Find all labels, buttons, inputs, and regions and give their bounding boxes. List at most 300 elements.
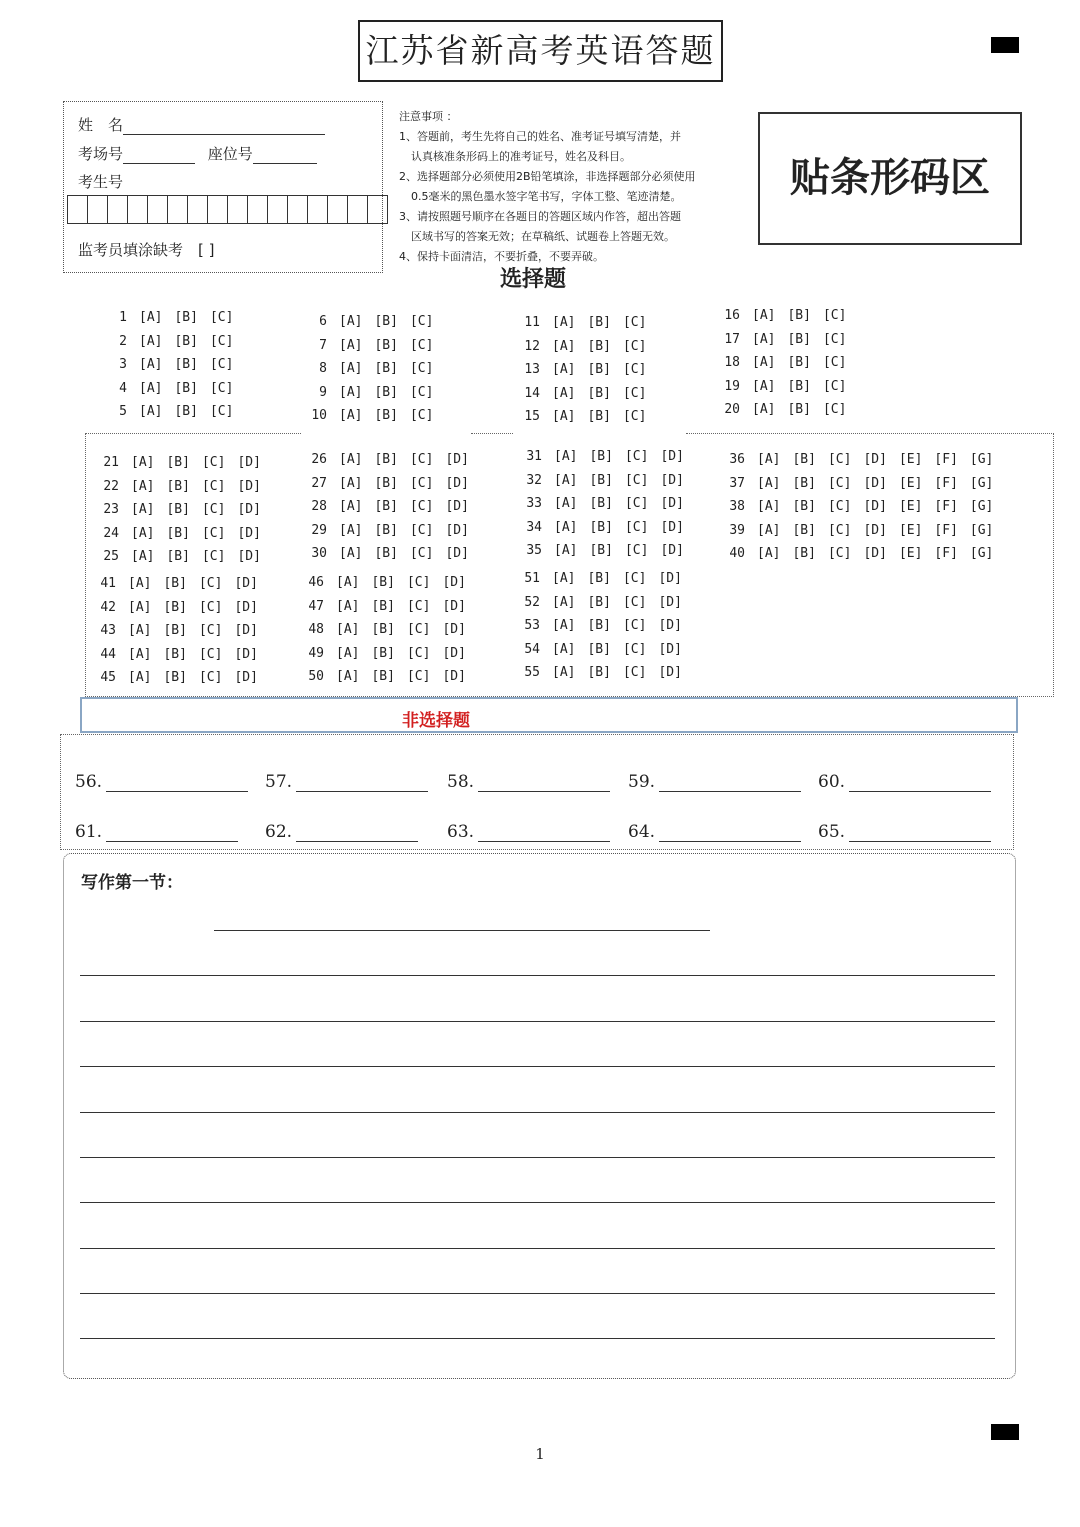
digit-box[interactable] [207, 195, 228, 224]
option-bubble[interactable]: [A] [552, 641, 576, 657]
option-bubble[interactable]: [B] [374, 522, 398, 538]
question-36 [723, 452, 1005, 467]
option-bubble[interactable]: [A] [131, 549, 155, 564]
id-label: 考生号 [78, 173, 124, 191]
option-bubble[interactable]: [E] [898, 452, 923, 467]
option-bubble[interactable]: [B] [589, 472, 613, 488]
option-bubble[interactable]: [B] [792, 475, 816, 491]
option-bubble[interactable]: [C] [406, 645, 431, 661]
blank-65[interactable] [818, 822, 991, 842]
option-bubble[interactable]: [B] [166, 455, 190, 470]
option-bubble[interactable]: [A] [128, 599, 152, 615]
option-bubble[interactable]: [A] [552, 409, 576, 424]
option-bubble[interactable]: [C] [622, 594, 647, 610]
option-bubble[interactable]: [D] [660, 449, 684, 464]
option-bubble[interactable]: [B] [787, 402, 811, 417]
option-bubble[interactable]: [A] [339, 314, 363, 329]
alignment-mark-bottom [991, 1424, 1019, 1440]
option-bubble[interactable]: [A] [757, 452, 781, 467]
option-bubble[interactable]: [A] [552, 315, 576, 330]
option-bubble[interactable]: [D] [658, 665, 682, 680]
blank-60[interactable] [818, 772, 991, 792]
option-bubble[interactable]: [B] [371, 669, 395, 684]
option-bubble[interactable]: [B] [374, 499, 398, 514]
option-bubble[interactable]: [A] [139, 380, 163, 396]
option-bubble[interactable]: [A] [139, 310, 163, 325]
digit-box[interactable] [367, 195, 388, 224]
note-line: 2、选择题部分必须使用2B铅笔填涂，非选择题部分必须使用 [399, 170, 696, 183]
option-bubble[interactable]: [D] [234, 670, 258, 685]
option-bubble[interactable]: [A] [552, 665, 576, 680]
option-bubble[interactable]: [B] [589, 496, 613, 511]
option-bubble[interactable]: [A] [552, 571, 576, 586]
digit-box[interactable] [307, 195, 328, 224]
writing-line[interactable] [80, 1248, 995, 1249]
option-bubble[interactable]: [C] [624, 472, 649, 488]
option-bubble[interactable]: [D] [442, 669, 466, 684]
question-number: 25 [103, 549, 119, 564]
option-bubble[interactable]: [A] [757, 546, 781, 561]
question-number: 1 [119, 310, 127, 325]
option-bubble[interactable]: [B] [787, 308, 811, 323]
option-bubble[interactable]: [D] [863, 499, 887, 514]
option-bubble[interactable]: [C] [409, 499, 434, 514]
option-bubble[interactable]: [C] [622, 315, 647, 330]
option-bubble[interactable]: [D] [660, 543, 684, 558]
option-bubble[interactable]: [D] [234, 646, 258, 662]
option-bubble[interactable]: [B] [163, 576, 187, 591]
option-bubble[interactable]: [C] [622, 385, 647, 401]
option-bubble[interactable]: [F] [934, 546, 958, 561]
option-bubble[interactable]: [B] [374, 337, 398, 353]
option-bubble[interactable]: [C] [198, 576, 223, 591]
option-bubble[interactable]: [B] [792, 522, 816, 538]
option-bubble[interactable]: [C] [624, 496, 649, 511]
option-bubble[interactable]: [A] [131, 455, 155, 470]
option-bubble[interactable]: [D] [442, 645, 466, 661]
blank-line[interactable] [106, 823, 238, 842]
blank-line[interactable] [296, 823, 418, 842]
room-field[interactable] [123, 147, 195, 164]
option-bubble[interactable]: [D] [442, 622, 466, 637]
option-bubble[interactable]: [B] [374, 452, 398, 467]
option-bubble[interactable]: [A] [131, 502, 155, 517]
option-bubble[interactable]: [C] [624, 519, 649, 535]
option-bubble[interactable]: [A] [128, 623, 152, 638]
option-bubble[interactable]: [D] [863, 475, 887, 491]
option-bubble[interactable]: [C] [622, 665, 647, 680]
blank-58[interactable] [447, 772, 610, 792]
digit-box[interactable] [247, 195, 268, 224]
option-bubble[interactable]: [B] [174, 380, 198, 396]
option-bubble[interactable]: [D] [658, 594, 682, 610]
option-bubble[interactable]: [A] [752, 355, 776, 370]
question-number: 8 [319, 361, 327, 376]
option-bubble[interactable]: [B] [589, 519, 613, 535]
name-label: 姓 名 [78, 116, 124, 134]
option-bubble[interactable]: [A] [139, 404, 163, 419]
blank-56[interactable] [75, 772, 248, 792]
option-bubble[interactable]: [C] [827, 475, 852, 491]
option-bubble[interactable]: [D] [658, 641, 682, 657]
blank-62[interactable] [265, 822, 418, 842]
option-bubble[interactable]: [C] [209, 310, 234, 325]
option-bubble[interactable]: [D] [237, 549, 261, 564]
option-bubble[interactable]: [C] [409, 452, 434, 467]
option-bubble[interactable]: [A] [128, 646, 152, 662]
option-bubble[interactable]: [B] [371, 622, 395, 637]
option-bubble[interactable]: [A] [339, 384, 363, 400]
option-bubble[interactable]: [B] [166, 502, 190, 517]
digit-box[interactable] [347, 195, 368, 224]
option-bubble[interactable]: [B] [374, 546, 398, 561]
writing-line[interactable] [80, 1112, 995, 1113]
option-bubble[interactable]: [D] [237, 525, 261, 541]
option-bubble[interactable]: [C] [622, 571, 647, 586]
blank-number: 58. [447, 772, 475, 792]
option-bubble[interactable]: [B] [371, 598, 395, 614]
question-54 [518, 642, 694, 657]
non-choice-header-bar [80, 697, 1018, 733]
question-number: 16 [724, 308, 740, 323]
option-bubble[interactable]: [D] [234, 623, 258, 638]
option-bubble[interactable]: [B] [589, 543, 613, 558]
option-bubble[interactable]: [C] [201, 502, 226, 517]
option-bubble[interactable]: [B] [587, 618, 611, 633]
option-bubble[interactable]: [C] [409, 384, 434, 400]
option-bubble[interactable]: [B] [587, 338, 611, 354]
option-bubble[interactable]: [A] [339, 408, 363, 423]
blank-line[interactable] [659, 773, 801, 792]
option-bubble[interactable]: [B] [787, 378, 811, 394]
option-bubble[interactable]: [A] [552, 338, 576, 354]
writing-line[interactable] [80, 975, 995, 976]
option-bubble[interactable]: [C] [406, 575, 431, 590]
option-bubble[interactable]: [C] [409, 361, 434, 376]
question-12 [518, 339, 658, 354]
writing-title-line[interactable] [214, 930, 710, 931]
option-bubble[interactable]: [C] [622, 362, 647, 377]
question-40 [723, 546, 1005, 561]
option-bubble[interactable]: [A] [339, 452, 363, 467]
option-bubble[interactable]: [G] [969, 546, 994, 561]
blank-61[interactable] [75, 822, 238, 842]
option-bubble[interactable]: [E] [898, 499, 923, 514]
option-bubble[interactable]: [C] [822, 378, 847, 394]
digit-box[interactable] [167, 195, 188, 224]
id-digit-boxes[interactable] [68, 195, 388, 224]
option-bubble[interactable]: [C] [622, 618, 647, 633]
option-bubble[interactable]: [A] [339, 475, 363, 491]
digit-box[interactable] [227, 195, 248, 224]
option-bubble[interactable]: [D] [863, 546, 887, 561]
option-bubble[interactable]: [A] [554, 496, 578, 511]
writing-line[interactable] [80, 1293, 995, 1294]
option-bubble[interactable]: [C] [822, 355, 847, 370]
option-bubble[interactable]: [C] [406, 598, 431, 614]
option-bubble[interactable]: [A] [554, 449, 578, 464]
blank-line[interactable] [849, 823, 991, 842]
option-bubble[interactable]: [B] [166, 549, 190, 564]
blank-57[interactable] [265, 772, 428, 792]
blank-63[interactable] [447, 822, 610, 842]
question-number: 49 [308, 645, 324, 661]
option-bubble[interactable]: [A] [757, 522, 781, 538]
option-bubble[interactable]: [D] [445, 452, 469, 467]
option-bubble[interactable]: [G] [969, 475, 994, 491]
blank-line[interactable] [849, 773, 991, 792]
option-bubble[interactable]: [B] [787, 331, 811, 347]
option-bubble[interactable]: [C] [406, 622, 431, 637]
blank-line[interactable] [296, 773, 428, 792]
option-bubble[interactable]: [A] [552, 594, 576, 610]
option-bubble[interactable]: [A] [336, 622, 360, 637]
digit-box[interactable] [87, 195, 108, 224]
option-bubble[interactable]: [B] [587, 641, 611, 657]
option-bubble[interactable]: [A] [336, 669, 360, 684]
writing-line[interactable] [80, 1157, 995, 1158]
option-bubble[interactable]: [A] [757, 475, 781, 491]
option-bubble[interactable]: [C] [409, 546, 434, 561]
option-bubble[interactable]: [D] [234, 576, 258, 591]
digit-box[interactable] [127, 195, 148, 224]
option-bubble[interactable]: [C] [827, 499, 852, 514]
option-bubble[interactable]: [D] [237, 478, 261, 494]
option-bubble[interactable]: [A] [554, 472, 578, 488]
option-bubble[interactable]: [B] [163, 646, 187, 662]
option-bubble[interactable]: [C] [624, 449, 649, 464]
option-bubble[interactable]: [B] [792, 546, 816, 561]
option-bubble[interactable]: [B] [589, 449, 613, 464]
digit-box[interactable] [187, 195, 208, 224]
question-35 [520, 543, 696, 558]
option-bubble[interactable]: [B] [374, 408, 398, 423]
option-bubble[interactable]: [A] [552, 618, 576, 633]
digit-box[interactable] [147, 195, 168, 224]
option-bubble[interactable]: [C] [622, 409, 647, 424]
option-bubble[interactable]: [A] [339, 337, 363, 353]
option-bubble[interactable]: [C] [198, 623, 223, 638]
option-bubble[interactable]: [B] [174, 404, 198, 419]
option-bubble[interactable]: [B] [587, 409, 611, 424]
question-number: 52 [524, 594, 540, 610]
option-bubble[interactable]: [D] [237, 455, 261, 470]
option-bubble[interactable]: [B] [374, 314, 398, 329]
absent-mark-label[interactable]: 监考员填涂缺考 [ ] [78, 241, 215, 259]
question-number: 30 [311, 546, 327, 561]
option-bubble[interactable]: [A] [552, 362, 576, 377]
option-bubble[interactable]: [D] [234, 599, 258, 615]
option-bubble[interactable]: [C] [198, 599, 223, 615]
option-bubble[interactable]: [C] [201, 455, 226, 470]
writing-line[interactable] [80, 1338, 995, 1339]
option-bubble[interactable]: [D] [445, 522, 469, 538]
option-bubble[interactable]: [F] [934, 499, 958, 514]
writing-line[interactable] [80, 1066, 995, 1067]
option-bubble[interactable]: [E] [898, 522, 923, 538]
option-bubble[interactable]: [C] [209, 333, 234, 349]
option-bubble[interactable]: [A] [339, 499, 363, 514]
option-bubble[interactable]: [C] [409, 408, 434, 423]
option-bubble[interactable]: [A] [336, 645, 360, 661]
question-41 [94, 576, 270, 591]
option-bubble[interactable]: [C] [827, 522, 852, 538]
option-bubble[interactable]: [B] [371, 645, 395, 661]
option-bubble[interactable]: [C] [409, 314, 434, 329]
option-bubble[interactable]: [A] [339, 361, 363, 376]
option-bubble[interactable]: [F] [934, 452, 958, 467]
option-bubble[interactable]: [C] [624, 543, 649, 558]
blank-line[interactable] [478, 773, 610, 792]
option-bubble[interactable]: [A] [752, 308, 776, 323]
option-bubble[interactable]: [E] [898, 546, 923, 561]
blank-59[interactable] [628, 772, 801, 792]
option-bubble[interactable]: [A] [552, 385, 576, 401]
option-bubble[interactable]: [D] [660, 496, 684, 511]
option-bubble[interactable]: [G] [969, 452, 994, 467]
blank-64[interactable] [628, 822, 801, 842]
question-number: 47 [308, 598, 324, 614]
option-bubble[interactable]: [B] [166, 478, 190, 494]
option-bubble[interactable]: [B] [587, 594, 611, 610]
option-bubble[interactable]: [C] [209, 404, 234, 419]
option-bubble[interactable]: [F] [934, 475, 958, 491]
option-bubble[interactable]: [B] [371, 575, 395, 590]
option-bubble[interactable]: [A] [554, 543, 578, 558]
option-bubble[interactable]: [B] [587, 665, 611, 680]
option-bubble[interactable]: [D] [658, 618, 682, 633]
option-bubble[interactable]: [B] [374, 475, 398, 491]
option-bubble[interactable]: [A] [139, 357, 163, 372]
option-bubble[interactable]: [A] [757, 499, 781, 514]
option-bubble[interactable]: [B] [787, 355, 811, 370]
option-bubble[interactable]: [A] [339, 546, 363, 561]
note-line: 区域书写的答案无效；在草稿纸、试题卷上答题无效。 [411, 230, 675, 243]
option-bubble[interactable]: [G] [969, 522, 994, 538]
seat-field[interactable] [253, 147, 317, 164]
option-bubble[interactable]: [C] [622, 338, 647, 354]
option-bubble[interactable]: [E] [898, 475, 923, 491]
option-bubble[interactable]: [C] [822, 402, 847, 417]
option-bubble[interactable]: [A] [752, 402, 776, 417]
option-bubble[interactable]: [D] [658, 571, 682, 586]
option-bubble[interactable]: [B] [792, 452, 816, 467]
option-bubble[interactable]: [D] [442, 575, 466, 590]
option-bubble[interactable]: [B] [374, 384, 398, 400]
option-bubble[interactable]: [C] [201, 525, 226, 541]
blank-line[interactable] [659, 823, 801, 842]
writing-line[interactable] [80, 1021, 995, 1022]
option-bubble[interactable]: [D] [445, 546, 469, 561]
option-bubble[interactable]: [D] [445, 475, 469, 491]
option-bubble[interactable]: [B] [587, 385, 611, 401]
option-bubble[interactable]: [B] [166, 525, 190, 541]
digit-box[interactable] [107, 195, 128, 224]
option-bubble[interactable]: [A] [128, 576, 152, 591]
blank-line[interactable] [106, 773, 248, 792]
option-bubble[interactable]: [B] [163, 670, 187, 685]
option-bubble[interactable]: [C] [198, 646, 223, 662]
option-bubble[interactable]: [A] [128, 670, 152, 685]
option-bubble[interactable]: [A] [336, 575, 360, 590]
option-bubble[interactable]: [B] [174, 310, 198, 325]
option-bubble[interactable]: [B] [792, 499, 816, 514]
question-24 [97, 526, 273, 541]
option-bubble[interactable]: [C] [822, 331, 847, 347]
option-bubble[interactable]: [D] [660, 472, 684, 488]
option-bubble[interactable]: [C] [409, 475, 434, 491]
option-bubble[interactable]: [A] [752, 331, 776, 347]
option-bubble[interactable]: [C] [827, 546, 852, 561]
option-bubble[interactable]: [C] [209, 357, 234, 372]
name-field[interactable] [123, 118, 325, 135]
option-bubble[interactable]: [B] [174, 357, 198, 372]
option-bubble[interactable]: [B] [374, 361, 398, 376]
question-number: 48 [308, 622, 324, 637]
option-bubble[interactable]: [D] [237, 502, 261, 517]
writing-line[interactable] [80, 1202, 995, 1203]
question-number: 10 [311, 408, 327, 423]
option-bubble[interactable]: [A] [752, 378, 776, 394]
option-bubble[interactable]: [B] [163, 599, 187, 615]
option-bubble[interactable]: [C] [198, 670, 223, 685]
option-bubble[interactable]: [D] [863, 522, 887, 538]
question-8 [305, 361, 445, 376]
option-bubble[interactable]: [C] [409, 337, 434, 353]
option-bubble[interactable]: [B] [587, 362, 611, 377]
option-bubble[interactable]: [C] [209, 380, 234, 396]
option-bubble[interactable]: [A] [131, 525, 155, 541]
digit-box[interactable] [327, 195, 348, 224]
blank-line[interactable] [478, 823, 610, 842]
option-bubble[interactable]: [C] [406, 669, 431, 684]
option-bubble[interactable]: [C] [201, 549, 226, 564]
digit-box[interactable] [287, 195, 308, 224]
option-bubble[interactable]: [B] [587, 571, 611, 586]
option-bubble[interactable]: [G] [969, 499, 994, 514]
option-bubble[interactable]: [F] [934, 522, 958, 538]
question-1 [105, 310, 245, 325]
option-bubble[interactable]: [B] [174, 333, 198, 349]
non-choice-title: 非选择题 [402, 711, 470, 731]
digit-box[interactable] [67, 195, 88, 224]
option-bubble[interactable]: [D] [445, 499, 469, 514]
option-bubble[interactable]: [A] [554, 519, 578, 535]
option-bubble[interactable]: [D] [863, 452, 887, 467]
option-bubble[interactable]: [C] [822, 308, 847, 323]
option-bubble[interactable]: [C] [201, 478, 226, 494]
blank-number: 56. [75, 772, 103, 792]
note-line: 3、请按照题号顺序在各题目的答题区域内作答，超出答题 [399, 210, 681, 223]
option-bubble[interactable]: [A] [131, 478, 155, 494]
question-15 [518, 409, 658, 424]
option-bubble[interactable]: [D] [660, 519, 684, 535]
option-bubble[interactable]: [A] [339, 522, 363, 538]
note-line: 1、答题前，考生先将自己的姓名、准考证号填写清楚，并 [399, 130, 681, 143]
option-bubble[interactable]: [B] [163, 623, 187, 638]
question-32 [520, 473, 696, 488]
option-bubble[interactable]: [A] [139, 333, 163, 349]
option-bubble[interactable]: [A] [336, 598, 360, 614]
option-bubble[interactable]: [C] [827, 452, 852, 467]
question-number: 39 [729, 522, 745, 538]
digit-box[interactable] [267, 195, 288, 224]
option-bubble[interactable]: [C] [409, 522, 434, 538]
option-bubble[interactable]: [B] [587, 315, 611, 330]
option-bubble[interactable]: [C] [622, 641, 647, 657]
option-bubble[interactable]: [D] [442, 598, 466, 614]
question-number: 7 [319, 337, 327, 353]
